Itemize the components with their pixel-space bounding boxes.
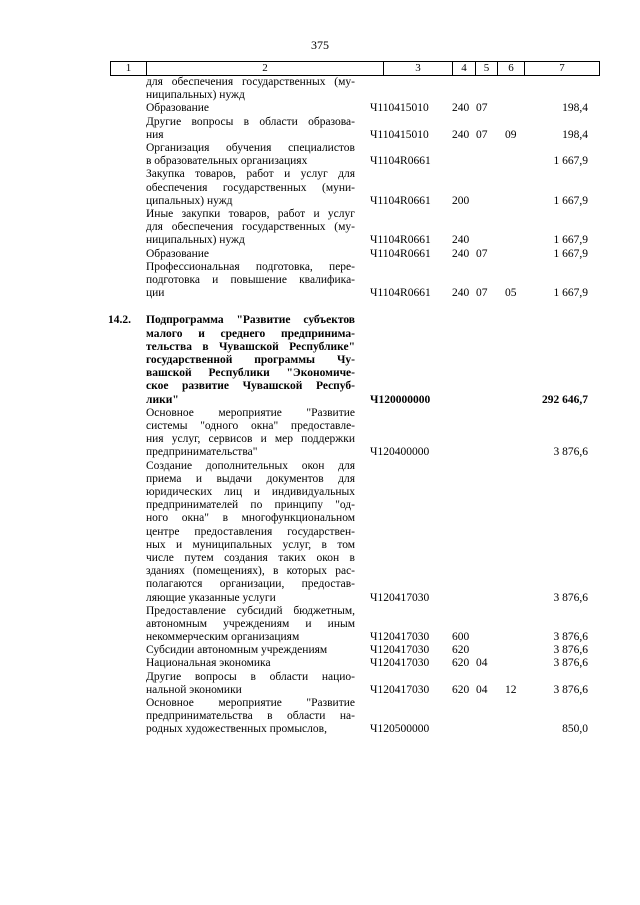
row-name-line: предпринимательства в области на- — [146, 710, 355, 723]
table-row — [0, 168, 640, 208]
row-name-line: ципальных) нужд — [146, 194, 233, 207]
table-row — [0, 605, 640, 645]
row-name-line: Другие вопросы в области нацио- — [146, 670, 355, 683]
table-row — [0, 697, 640, 737]
target-code: Ч120500000 — [370, 723, 430, 736]
amount: 850,0 — [562, 723, 588, 736]
row-name-line: системы "одного окна" предоставле- — [146, 419, 355, 432]
subsection-code: 05 — [505, 287, 517, 300]
target-code: Ч120000000 — [370, 393, 431, 406]
table-row — [0, 208, 640, 248]
row-name — [146, 697, 355, 737]
row-name — [146, 644, 355, 657]
row-name — [146, 261, 355, 301]
row-name — [146, 168, 355, 208]
row-name-line: предпринимательства" — [146, 446, 258, 459]
section-code: 07 — [476, 102, 488, 115]
amount: 1 667,9 — [553, 234, 588, 247]
column-header-3: 3 — [384, 62, 453, 75]
row-name-line: нальной экономики — [146, 683, 242, 696]
row-number: 14.2. — [108, 314, 131, 327]
row-name-line: приема и выдачи документов для — [146, 472, 355, 485]
row-name — [146, 671, 355, 697]
row-name-line: подготовка и повышение квалифика- — [146, 273, 355, 286]
row-name — [146, 208, 355, 248]
target-code: Ч120400000 — [370, 446, 430, 459]
expense-type-code: 600 — [452, 631, 470, 644]
column-header-7: 7 — [559, 62, 565, 74]
section-code: 07 — [476, 128, 488, 141]
row-name-line: центре предоставления государствен- — [146, 525, 355, 538]
amount: 3 876,6 — [553, 631, 588, 644]
row-name — [146, 314, 355, 406]
row-name — [146, 460, 355, 605]
section-code: 04 — [476, 657, 488, 670]
column-header-2: 2 — [147, 62, 384, 75]
column-header-4: 4 — [453, 62, 476, 75]
section-code: 07 — [476, 247, 488, 260]
amount: 1 667,9 — [553, 287, 588, 300]
row-name-line: обеспечения государственных (муни- — [146, 181, 355, 194]
row-name — [146, 407, 355, 460]
row-name-line: Основное мероприятие "Развитие — [146, 406, 355, 419]
row-name — [146, 248, 355, 261]
column-header-5: 5 — [476, 62, 498, 75]
column-header-row — [110, 61, 600, 76]
row-name-line: ское развитие Чувашской Респуб- — [146, 380, 355, 393]
target-code: Ч1104R0661 — [370, 234, 431, 247]
expense-type-code: 200 — [452, 194, 470, 207]
table-row — [0, 644, 640, 657]
amount: 292 646,7 — [542, 393, 588, 406]
table-row — [0, 248, 640, 261]
row-name-line: государственной программы Чу- — [146, 353, 355, 366]
row-name-line: предпринимателей по принципу "од- — [146, 499, 355, 512]
expense-type-code: 620 — [452, 644, 470, 657]
page-number: 375 — [311, 38, 329, 52]
row-name-line: ния услуг, сервисов и мер поддержки — [146, 433, 355, 446]
amount: 3 876,6 — [553, 644, 588, 657]
expense-type-code: 620 — [452, 657, 470, 670]
row-name-line: Создание дополнительных окон для — [146, 459, 355, 472]
table-row — [0, 261, 640, 301]
target-code: Ч1104R0661 — [370, 155, 431, 168]
row-name-line: ции — [146, 287, 165, 300]
amount: 3 876,6 — [553, 683, 588, 696]
row-name-line: ния — [146, 128, 164, 141]
row-name — [146, 605, 355, 645]
row-name — [146, 102, 355, 115]
row-name-line: Профессиональная подготовка, пере- — [146, 260, 355, 273]
row-name-line: Основное мероприятие "Развитие — [146, 697, 355, 710]
row-name-line: в образовательных организациях — [146, 155, 308, 168]
target-code: Ч120417030 — [370, 683, 430, 696]
row-name-line: ных и муниципальных услуг, в том — [146, 538, 355, 551]
amount: 1 667,9 — [553, 247, 588, 260]
table-row — [0, 460, 640, 605]
row-name-line: Образование — [146, 247, 210, 260]
target-code: Ч110415010 — [370, 128, 429, 141]
target-code: Ч120417030 — [370, 631, 430, 644]
row-name-line: тельства в Чувашской Республике" — [146, 340, 355, 353]
row-name — [146, 116, 355, 142]
target-code: Ч1104R0661 — [370, 247, 431, 260]
row-name-line: Подпрограмма "Развитие субъектов — [146, 314, 355, 327]
table-row — [0, 407, 640, 460]
subsection-code: 12 — [505, 683, 517, 696]
target-code: Ч120417030 — [370, 644, 430, 657]
row-name-line: лики" — [146, 393, 179, 406]
amount: 1 667,9 — [553, 194, 588, 207]
column-header-6: 6 — [498, 62, 525, 75]
section-code: 04 — [476, 683, 488, 696]
row-name-line: ниципальных) нужд — [146, 234, 245, 247]
row-name-line: Иные закупки товаров, работ и услуг — [146, 207, 355, 220]
target-code: Ч120417030 — [370, 657, 430, 670]
amount: 198,4 — [562, 102, 588, 115]
table-row — [0, 142, 640, 168]
table-row — [0, 657, 640, 670]
row-name-line: числе путем создания таких окон в — [146, 551, 355, 564]
column-header-1: 1 — [111, 62, 147, 75]
target-code: Ч1104R0661 — [370, 194, 431, 207]
row-name-line: родных художественных промыслов, — [146, 723, 327, 736]
row-name-line: Национальная экономика — [146, 657, 271, 670]
table-row — [0, 76, 640, 102]
budget-table-body — [0, 76, 640, 737]
row-name-line: Закупка товаров, работ и услуг для — [146, 168, 355, 181]
section-code: 07 — [476, 287, 488, 300]
target-code: Ч1104R0661 — [370, 287, 431, 300]
amount: 3 876,6 — [553, 446, 588, 459]
row-name-line: зданиях (помещениях), в которых рас- — [146, 565, 355, 578]
expense-type-code: 240 — [452, 128, 470, 141]
expense-type-code: 240 — [452, 247, 470, 260]
table-row — [0, 102, 640, 115]
table-row — [0, 671, 640, 697]
target-code: Ч110415010 — [370, 102, 429, 115]
row-name — [146, 76, 355, 102]
row-name-line: ляющие указанные услуги — [146, 591, 276, 604]
row-name-line: Другие вопросы в области образова- — [146, 115, 355, 128]
row-name-line: Организация обучения специалистов — [146, 141, 355, 154]
row-name-line: ного окна" в многофункциональном — [146, 512, 355, 525]
target-code: Ч120417030 — [370, 591, 430, 604]
subsection-code: 09 — [505, 128, 517, 141]
row-name-line: малого и среднего предпринима- — [146, 327, 355, 340]
expense-type-code: 240 — [452, 102, 470, 115]
expense-type-code: 240 — [452, 234, 470, 247]
table-row — [0, 314, 640, 406]
row-name-line: Субсидии автономным учреждениям — [146, 644, 328, 657]
amount: 3 876,6 — [553, 591, 588, 604]
row-name-line: ниципальных) нужд — [146, 89, 245, 102]
row-name-line: автономным учреждениям и иным — [146, 617, 355, 630]
row-name-line: Предоставление субсидий бюджетным, — [146, 604, 355, 617]
table-row — [0, 116, 640, 142]
amount: 3 876,6 — [553, 657, 588, 670]
amount: 1 667,9 — [553, 155, 588, 168]
amount: 198,4 — [562, 128, 588, 141]
row-name-line: для обеспечения государственных (му- — [146, 76, 355, 88]
expense-type-code: 620 — [452, 683, 470, 696]
row-name-line: некоммерческим организациям — [146, 631, 300, 644]
row-name-line: вашской Республики "Экономиче- — [146, 367, 355, 380]
row-name-line: для обеспечения государственных (му- — [146, 221, 355, 234]
row-name-line: Образование — [146, 102, 210, 115]
row-name — [146, 657, 355, 670]
row-name — [146, 142, 355, 168]
expense-type-code: 240 — [452, 287, 470, 300]
row-name-line: полагаются организации, предостав- — [146, 578, 355, 591]
row-name-line: юридических лиц и индивидуальных — [146, 485, 355, 498]
